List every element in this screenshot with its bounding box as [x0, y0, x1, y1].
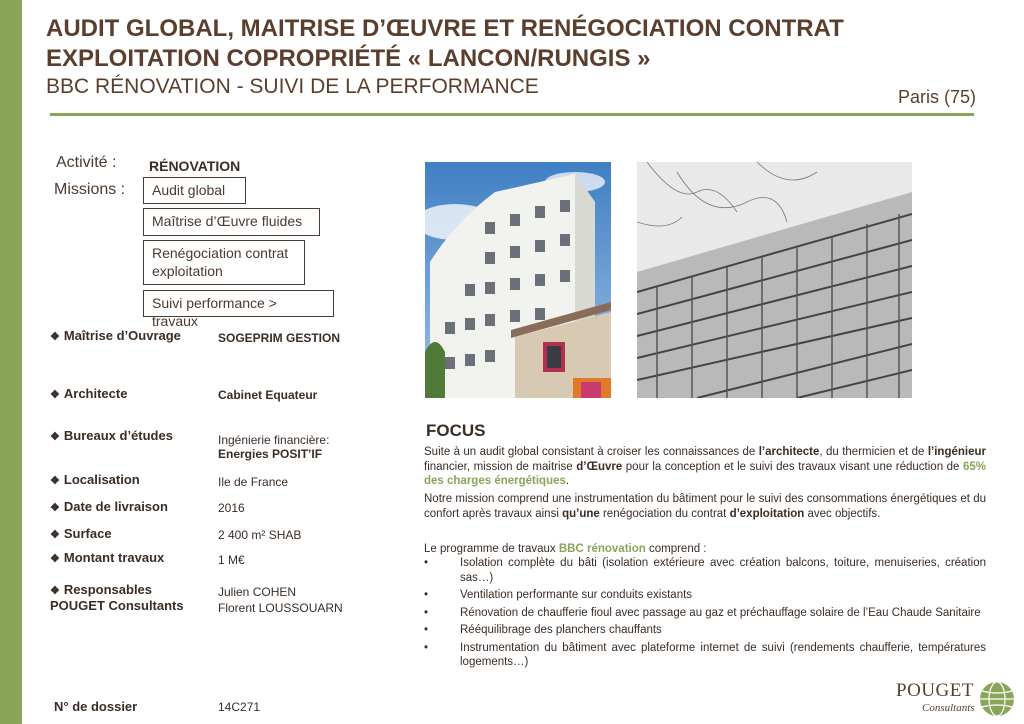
- list-item: • Isolation complète du bâti (isolation extérieure avec création balcons, toiture, menuiseries, création sas…): [424, 557, 986, 584]
- date-livraison-label: ❖ Date de livraison: [50, 499, 168, 514]
- list-item: • Instrumentation du bâtiment avec plateforme internet de suivi (rendements chaufferie, températures logements…): [424, 641, 986, 668]
- responsable-1: Julien COHEN: [218, 585, 297, 599]
- title-line-2: EXPLOITATION COPROPRIÉTÉ « LANCON/RUNGIS »: [46, 45, 651, 72]
- localisation-value: Ile de France: [218, 475, 289, 489]
- building-photo-scaffolding: [637, 162, 912, 398]
- mission-renegociation-line2: exploitation: [152, 263, 223, 279]
- diamond-icon: ❖: [50, 475, 60, 487]
- focus-paragraph-2: Notre mission comprend une instrumentation du bâtiment pour le suivi des consommations énergétiques et du confort après travaux ainsi qu’une renégociation du contrat d’exploitation avec objectifs.: [424, 493, 986, 520]
- focus-paragraph-3: Le programme de travaux BBC rénovation comprend :: [424, 543, 707, 555]
- logo-name: POUGET: [896, 680, 974, 701]
- responsables-label: ❖ Responsables: [50, 582, 153, 597]
- diamond-icon: ❖: [50, 331, 60, 343]
- focus-paragraph-1: Suite à un audit global consistant à croiser les connaissances de l’architecte, du thermicien et de l’ingénieur financier, mission de maitrise d’Œuvre pour la conception et le suivi des travaux visant une réduction de 65% des charges énergétiques.: [424, 446, 986, 487]
- diamond-icon: ❖: [50, 389, 60, 401]
- bullet-icon: •: [424, 624, 429, 636]
- bureaux-etudes-label: ❖ Bureaux d’études: [50, 428, 173, 443]
- dossier-value: 14C271: [218, 700, 261, 714]
- architecte-value: Cabinet Equateur: [218, 388, 318, 402]
- bullet-icon: •: [424, 606, 429, 619]
- building-photo-color: [425, 162, 611, 398]
- date-livraison-value: 2016: [218, 501, 245, 515]
- montant-travaux-value: 1 M€: [218, 553, 245, 567]
- diamond-icon: ❖: [50, 502, 60, 514]
- list-item: • Rénovation de chaufferie fioul avec passage au gaz et préchauffage solaire de l’Eau Chaude Sanitaire: [424, 606, 981, 619]
- globe-icon: [978, 680, 1016, 718]
- mission-suivi-performance: Suivi performance > travaux: [143, 290, 334, 317]
- localisation-label: ❖ Localisation: [50, 472, 140, 487]
- activity-value: RÉNOVATION: [149, 158, 241, 174]
- maitrise-ouvrage-label: ❖ Maîtrise d’Ouvrage: [50, 328, 181, 343]
- mission-audit-global: Audit global: [143, 177, 246, 204]
- subtitle: BBC RÉNOVATION - SUIVI DE LA PERFORMANCE: [46, 75, 539, 98]
- works-list: [424, 556, 986, 673]
- missions-label: Missions :: [54, 181, 126, 198]
- diamond-icon: ❖: [50, 529, 60, 541]
- title-line-1: AUDIT GLOBAL, MAITRISE D’ŒUVRE ET RENÉGOCIATION CONTRAT: [46, 15, 844, 42]
- logo-subtitle: Consultants: [922, 702, 975, 714]
- mission-maitrise-oeuvre: Maîtrise d’Œuvre fluides: [143, 208, 320, 236]
- montant-travaux-label: ❖ Montant travaux: [50, 550, 165, 565]
- diamond-icon: ❖: [50, 553, 60, 565]
- bureaux-etudes-value-2: Energies POSIT’IF: [218, 447, 323, 461]
- architecte-label: ❖ Architecte: [50, 386, 128, 401]
- bullet-icon: •: [424, 641, 429, 654]
- list-item: • Rééquilibrage des planchers chauffants: [424, 624, 662, 636]
- focus-title: FOCUS: [426, 421, 486, 440]
- list-item: • Ventilation performante sur conduits existants: [424, 589, 693, 601]
- location: Paris (75): [897, 87, 976, 107]
- activity-label: Activité :: [56, 154, 117, 171]
- bullet-icon: •: [424, 557, 429, 569]
- mission-renegociation: [143, 240, 305, 285]
- surface-label: ❖ Surface: [50, 526, 112, 541]
- diamond-icon: ❖: [50, 431, 60, 443]
- pouget-logo: [896, 678, 1020, 720]
- diamond-icon: ❖: [50, 585, 60, 597]
- responsables-label-2: POUGET Consultants: [50, 598, 184, 613]
- side-accent-bar: [0, 0, 22, 724]
- header-rule: [50, 113, 974, 116]
- responsable-2: Florent LOUSSOUARN: [218, 601, 343, 615]
- bullet-icon: •: [424, 589, 429, 601]
- surface-value: 2 400 m² SHAB: [218, 528, 302, 542]
- bureaux-etudes-value-1: Ingénierie financière:: [218, 433, 330, 447]
- dossier-label: N° de dossier: [54, 699, 138, 714]
- mission-renegociation-line1: Renégociation contrat: [152, 245, 289, 261]
- maitrise-ouvrage-value: SOGEPRIM GESTION: [218, 331, 341, 345]
